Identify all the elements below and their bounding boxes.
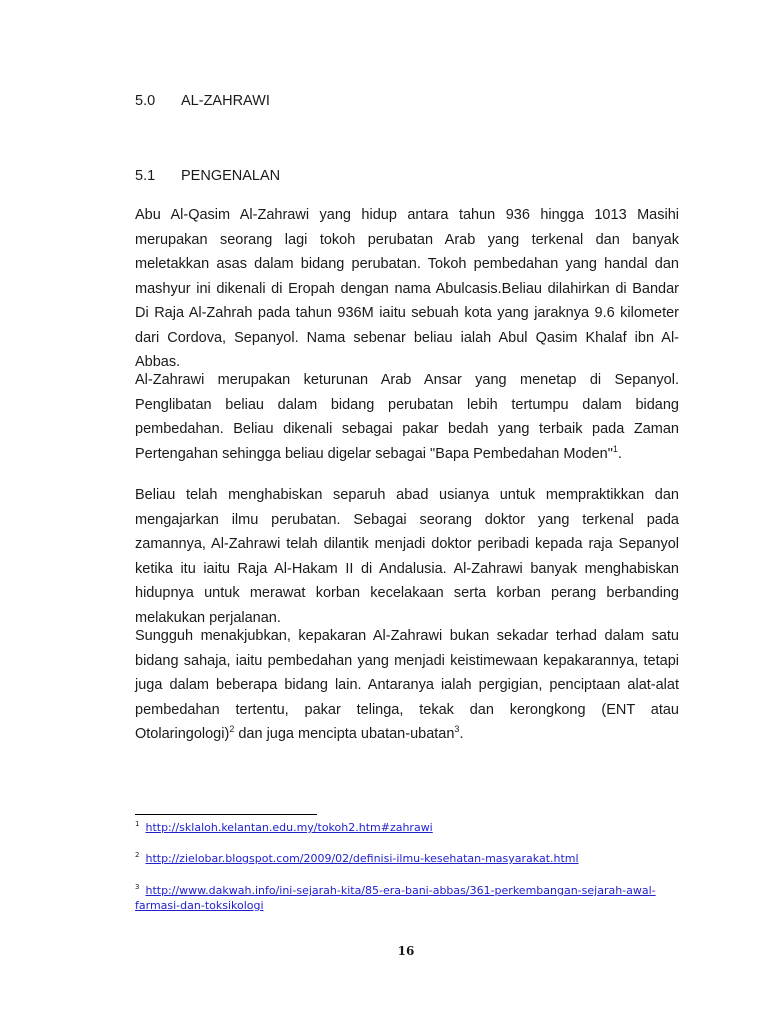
paragraph-text: Beliau telah menghabiskan separuh abad usianya untuk mempraktikkan dan mengajarkan ilmu perubatan. Sebagai seorang doktor yang terkenal pada zamannya, Al-Zahrawi telah dilantik menjadi doktor peribadi kepada raja Sepanyol ketika itu iaitu Raja Al-Hakam II di Andalusia. Al-Zahrawi banyak menghabiskan hidupnya untuk merawat korban kecelakaan serta korban perang berbanding melakukan perjalanan. xyxy=(135,487,679,626)
footnote-ref[interactable]: 1 xyxy=(612,443,618,454)
page-number: 16 xyxy=(397,944,415,958)
paragraph-2 xyxy=(135,368,679,466)
footnote-link[interactable]: http://zielobar.blogspot.com/2009/02/definisi-ilmu-kesehatan-masyarakat.html xyxy=(145,852,579,865)
paragraph-tail: . xyxy=(459,726,464,742)
footnote-mark: 3 xyxy=(135,883,140,892)
paragraph-text: Al-Zahrawi merupakan keturunan Arab Ansar yang menetap di Sepanyol. Penglibatan beliau dalam bidang perubatan lebih tertumpu dalam bidang pembedahan. Beliau dikenali sebagai pakar bedah yang terbaik pada Zaman Pertengahan sehingga beliau digelar sebagai "Bapa Pembedahan Moden" xyxy=(135,372,679,462)
footnote-link[interactable]: http://sklaloh.kelantan.edu.my/tokoh2.htm#zahrawi xyxy=(145,821,433,834)
section-heading xyxy=(135,92,270,110)
footnote-ref[interactable]: 3 xyxy=(454,724,460,735)
subsection-title: PENGENALAN xyxy=(181,168,281,184)
paragraph-tail: . xyxy=(617,445,622,462)
paragraph-1 xyxy=(135,203,679,375)
footnote-mark: 1 xyxy=(135,820,140,829)
section-number: 5.0 xyxy=(135,93,156,109)
subsection-heading xyxy=(135,167,280,185)
paragraph-text-mid: dan juga mencipta ubatan-ubatan xyxy=(234,726,455,742)
paragraph-text: Sungguh menakjubkan, kepakaran Al-Zahrawi bukan sekadar terhad dalam satu bidang sahaja, iaitu pembedahan yang menjadi keistimewaan kepakarannya, tetapi juga dalam beberapa bidang lain. Antaranya ialah pergigian, penciptaan alat-alat pembedahan tertentu, pakar telinga, tekak dan kerongkong (ENT atau Otolaringologi) xyxy=(135,628,679,742)
footnote-ref[interactable]: 2 xyxy=(229,724,235,735)
section-title: AL-ZAHRAWI xyxy=(181,93,270,109)
footnote-3 xyxy=(135,883,680,913)
paragraph-4 xyxy=(135,624,679,747)
paragraph-text: Abu Al-Qasim Al-Zahrawi yang hidup antara tahun 936 hingga 1013 Masihi merupakan seorang lagi tokoh perubatan Arab yang terkenal dan banyak meletakkan asas dalam bidang perubatan. Tokoh pembedahan yang handal dan mashyur ini dikenali di Eropah dengan nama Abulcasis.Beliau dilahirkan di Bandar Di Raja Al-Zahrah pada tahun 936M iaitu sebuah kota yang jaraknya 9.6 kilometer dari Cordova, Sepanyol. Nama sebenar beliau ialah Abul Qasim Khalaf ibn Al-Abbas. xyxy=(135,207,679,370)
footnote-mark: 2 xyxy=(135,851,140,860)
footnote-divider xyxy=(135,814,317,815)
footnote-1 xyxy=(135,820,680,835)
footnote-link[interactable]: http://www.dakwah.info/ini-sejarah-kita/85-era-bani-abbas/361-perkembangan-sejarah-awal-farmasi-dan-toksikologi xyxy=(135,884,656,912)
subsection-number: 5.1 xyxy=(135,168,156,184)
footnote-2 xyxy=(135,851,680,866)
paragraph-3 xyxy=(135,483,679,630)
